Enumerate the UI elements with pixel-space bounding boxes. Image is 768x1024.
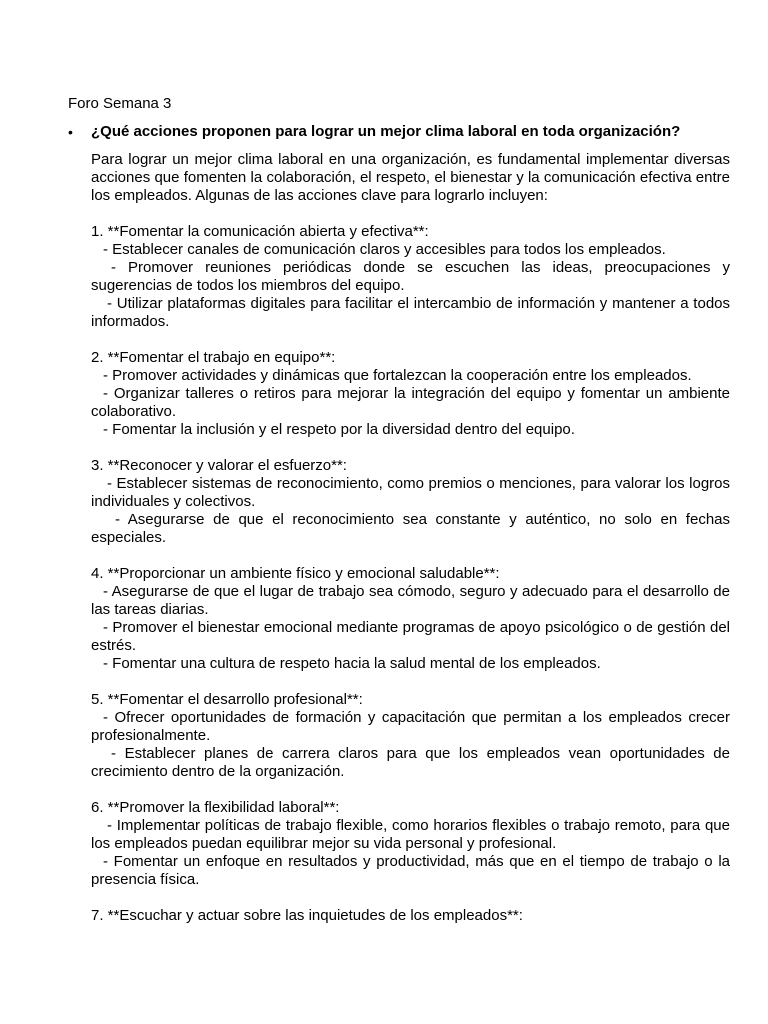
list-item: - Promover reuniones periódicas donde se escuchen las ideas, preocupaciones y sugerencias de todos los miembros del equipo.	[91, 259, 730, 294]
section-heading-1: 1. **Fomentar la comunicación abierta y efectiva**:	[91, 223, 429, 240]
list-item: - Establecer canales de comunicación claros y accesibles para todos los empleados.	[103, 241, 666, 258]
list-item: - Establecer sistemas de reconocimiento, como premios o menciones, para valorar los logros individuales y colectivos.	[91, 475, 730, 510]
list-item: - Asegurarse de que el reconocimiento sea constante y auténtico, no solo en fechas especiales.	[91, 511, 730, 546]
section-heading-6: 6. **Promover la flexibilidad laboral**:	[91, 799, 340, 816]
list-item: - Fomentar una cultura de respeto hacia la salud mental de los empleados.	[103, 655, 601, 672]
section-heading-5: 5. **Fomentar el desarrollo profesional**:	[91, 691, 363, 708]
list-item: - Fomentar la inclusión y el respeto por la diversidad dentro del equipo.	[103, 421, 575, 438]
list-item: - Promover actividades y dinámicas que fortalezcan la cooperación entre los empleados.	[103, 367, 692, 384]
list-item: - Asegurarse de que el lugar de trabajo sea cómodo, seguro y adecuado para el desarrollo de las tareas diarias.	[91, 583, 730, 618]
intro-paragraph: Para lograr un mejor clima laboral en una organización, es fundamental implementar diversas acciones que fomenten la colaboración, el respeto, el bienestar y la comunicación efectiva entre los empleados. Algunas de las acciones clave para lograrlo incluyen:	[91, 151, 730, 204]
list-item: - Establecer planes de carrera claros para que los empleados vean oportunidades de crecimiento dentro de la organización.	[91, 745, 730, 780]
list-item: - Implementar políticas de trabajo flexible, como horarios flexibles o trabajo remoto, para que los empleados puedan equilibrar mejor su vida personal y profesional.	[91, 817, 730, 852]
section-heading-3: 3. **Reconocer y valorar el esfuerzo**:	[91, 457, 347, 474]
section-heading-7: 7. **Escuchar y actuar sobre las inquietudes de los empleados**:	[91, 907, 523, 924]
section-heading-4: 4. **Proporcionar un ambiente físico y emocional saludable**:	[91, 565, 500, 582]
bullet-icon: •	[68, 124, 73, 140]
answer-body	[91, 151, 730, 925]
list-item: - Organizar talleres o retiros para mejorar la integración del equipo y fomentar un ambiente colaborativo.	[91, 385, 730, 420]
document-title: Foro Semana 3	[68, 95, 172, 112]
section-heading-2: 2. **Fomentar el trabajo en equipo**:	[91, 349, 336, 366]
forum-question: ¿Qué acciones proponen para lograr un mejor clima laboral en toda organización?	[91, 123, 681, 140]
list-item: - Promover el bienestar emocional mediante programas de apoyo psicológico o de gestión del estrés.	[91, 619, 730, 654]
list-item: - Ofrecer oportunidades de formación y capacitación que permitan a los empleados crecer profesionalmente.	[91, 709, 730, 744]
list-item: - Fomentar un enfoque en resultados y productividad, más que en el tiempo de trabajo o la presencia física.	[91, 853, 730, 888]
list-item: - Utilizar plataformas digitales para facilitar el intercambio de información y mantener a todos informados.	[91, 295, 730, 330]
